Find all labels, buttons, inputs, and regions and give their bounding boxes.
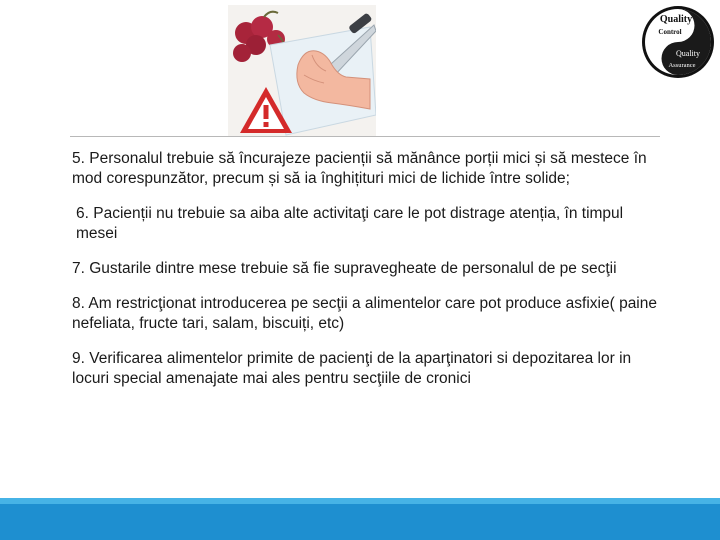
list-item-6: 6. Pacienții nu trebuie sa aiba alte activitaţi care le pot distrage atenția, în timpul mesei (76, 205, 624, 242)
divider (70, 136, 660, 137)
logo-text-quality: Quality (659, 14, 693, 25)
logo-text-assurance: Assurance (668, 62, 696, 69)
logo-text-control: Control (658, 28, 682, 36)
measures-list (72, 149, 662, 404)
knife-hand-warning-illustration (228, 5, 376, 137)
illustration-svg (228, 5, 376, 137)
quality-assurance-logo (640, 4, 720, 86)
logo-text-quality-2: Quality (676, 49, 700, 58)
footer-bar (0, 504, 720, 540)
list-item-5: 5. Personalul trebuie să încurajeze pacienții să mănânce porții mici și să mestece în mod corespunzător, precum și să ia înghițituri mici de lichide între solide; (72, 150, 647, 187)
list-item-9: 9. Verificarea alimentelor primite de pacienţi de la aparţinatori si depozitarea lor in locuri special amenajate mai ales pentru secţiile de cronici (72, 350, 632, 387)
list-item-7: 7. Gustarile dintre mese trebuie să fie supravegheate de personalul de pe secţii (72, 260, 617, 277)
list-item-8: 8. Am restricţionat introducerea pe secţii a alimentelor care pot produce asfixie( paine nefeliata, fructe tari, salam, biscuiți, etc) (72, 295, 657, 332)
logo-svg (640, 4, 720, 86)
